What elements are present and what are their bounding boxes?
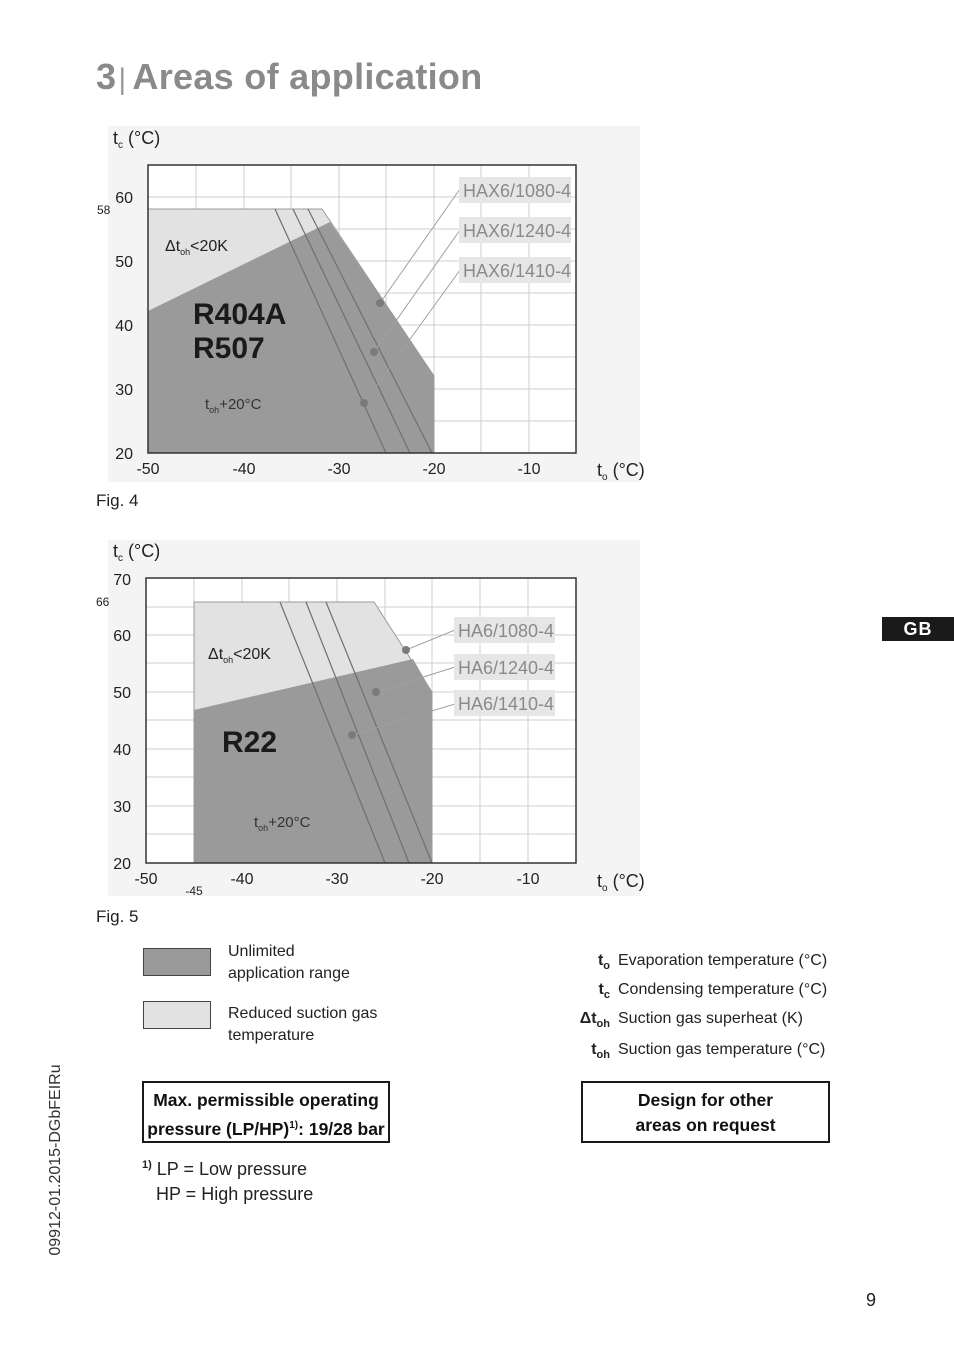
pressure-line: Max. permissible operating: [153, 1090, 379, 1110]
fig5-refrigerant-r22: R22: [222, 726, 278, 759]
design-line: Design for other: [637, 1090, 774, 1110]
svg-text:40: 40: [113, 742, 131, 759]
svg-text:-20: -20: [420, 871, 444, 888]
section-number: 3: [96, 56, 117, 97]
symbol-description: Evaporation temperature (°C): [618, 952, 828, 969]
language-tab: GB: [882, 617, 954, 641]
fig4-point-1080: [376, 299, 384, 307]
fig4-y-axis-title: $t_c$ (°C): [113, 128, 161, 151]
svg-text:60: 60: [113, 628, 131, 645]
fig5-point-1410: [348, 731, 356, 739]
pressure-line: pressure $(LP/HP)^{1)}$: 19/28 bar: [147, 1118, 385, 1139]
svg-text:-40: -40: [230, 871, 254, 888]
symbol: $t_c$: [598, 981, 610, 1002]
section-title: [96, 56, 483, 98]
svg-text:20: 20: [113, 856, 131, 873]
svg-text:-50: -50: [134, 871, 158, 888]
fig5-extra-x-tick: -45: [185, 884, 203, 898]
symbol-row: [574, 1041, 825, 1061]
symbol: $\Delta t_{oh}$: [579, 1010, 610, 1031]
fig4-model-label: HAX6/1410-4: [463, 261, 572, 281]
svg-text:-30: -30: [325, 871, 349, 888]
legend-swatch-reduced: [143, 1001, 211, 1029]
svg-text:50: 50: [113, 685, 131, 702]
symbol: $t_o$: [597, 952, 610, 973]
design-line: areas on request: [635, 1115, 776, 1135]
symbol-description: Suction gas temperature (°C): [618, 1041, 826, 1058]
svg-text:30: 30: [113, 799, 131, 816]
legend-unlimited-line: application range: [228, 965, 350, 982]
document-number: 09912-01.2015-DGbFEIRu: [47, 1064, 64, 1256]
svg-text:-50: -50: [136, 461, 160, 478]
fig4-model-label: HAX6/1240-4: [463, 221, 572, 241]
symbol-description: Condensing temperature (°C): [618, 981, 828, 998]
design-box: [581, 1081, 830, 1143]
symbol-description: Suction gas superheat (K): [618, 1010, 803, 1027]
fig4-x-axis-title: $t_o$ (°C): [597, 460, 645, 483]
fig4-chart: [90, 120, 650, 490]
footnote-line: $^{1)}$ LP = Low pressure: [142, 1159, 308, 1179]
fig5-x-axis-title: $t_o$ (°C): [597, 871, 645, 894]
footnote-line: HP = High pressure: [156, 1184, 314, 1204]
fig5-point-1080: [402, 646, 410, 654]
svg-text:50: 50: [115, 254, 133, 271]
fig5-model-label: HA6/1410-4: [458, 694, 555, 714]
legend-reduced-text: [228, 1003, 377, 1047]
svg-text:40: 40: [115, 318, 133, 335]
fig4-caption: Fig. 4: [96, 491, 139, 510]
svg-text:60: 60: [115, 190, 133, 207]
section-heading: Areas of application: [132, 56, 483, 97]
fig4-point-1240: [370, 348, 378, 356]
pressure-box: [142, 1081, 390, 1143]
legend-unlimited-text: [228, 941, 350, 985]
legend-reduced-line: Reduced suction gas: [228, 1005, 378, 1022]
fig5-suction-label: $t_{oh}+20^\circ C$: [254, 814, 311, 833]
svg-text:-20: -20: [422, 461, 446, 478]
svg-text:-40: -40: [232, 461, 256, 478]
symbol-row: [574, 981, 827, 1001]
svg-text:-10: -10: [517, 461, 541, 478]
legend-reduced-line: temperature: [228, 1027, 315, 1044]
fig5-model-labels: [454, 617, 555, 716]
fig5-extra-y-tick: 66: [96, 595, 110, 609]
fig4-point-1410: [360, 399, 368, 407]
footnote: [142, 1153, 313, 1207]
fig5-model-label: HA6/1080-4: [458, 621, 555, 641]
svg-text:20: 20: [115, 446, 133, 463]
fig4-suction-label: $t_{oh}+20^\circ C$: [205, 396, 262, 415]
page-number: 9: [866, 1290, 877, 1310]
title-separator: |: [118, 63, 127, 96]
legend-unlimited-line: Unlimited: [228, 943, 295, 960]
symbol-row: [574, 1010, 803, 1030]
fig4-extra-tick: 58: [97, 203, 111, 217]
fig4-model-labels: [459, 177, 571, 283]
symbol-row: [574, 952, 827, 972]
symbol: $t_{oh}$: [591, 1041, 610, 1062]
fig5-point-1240: [372, 688, 380, 696]
fig4-refrigerant-r404a: R404A: [193, 298, 287, 331]
fig5-superheat-label: $\Delta t_{oh}<20K$: [208, 646, 271, 665]
fig4-refrigerant-r507: R507: [193, 332, 265, 365]
svg-text:30: 30: [115, 382, 133, 399]
svg-text:70: 70: [113, 572, 131, 589]
fig5-model-label: HA6/1240-4: [458, 658, 555, 678]
svg-text:-10: -10: [516, 871, 540, 888]
fig5-y-axis-title: $t_c$ (°C): [113, 541, 161, 564]
fig4-model-label: HAX6/1080-4: [463, 181, 572, 201]
fig4-superheat-label: $\Delta t_{oh}<20K$: [165, 238, 228, 257]
legend-swatch-unlimited: [143, 948, 211, 976]
fig5-chart: [90, 535, 650, 905]
svg-text:-30: -30: [327, 461, 351, 478]
fig5-caption: Fig. 5: [96, 907, 139, 926]
